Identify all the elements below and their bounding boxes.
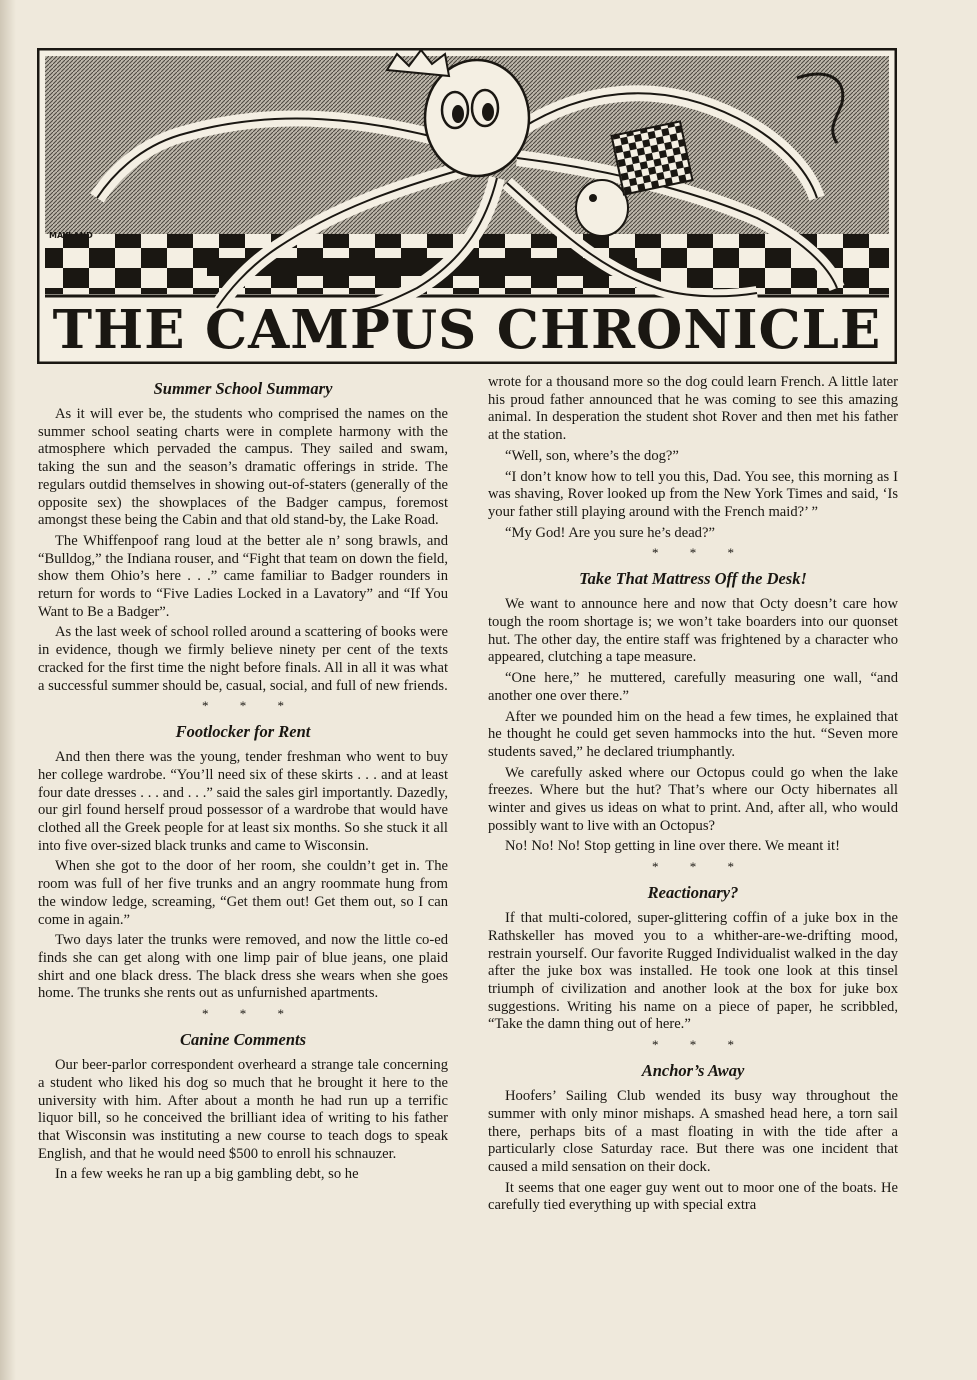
- article-paragraph: “My God! Are you sure he’s dead?”: [505, 524, 715, 541]
- article-paragraph: And then there was the young, tender freshman who went to buy her college wardrobe. “You’ll need six of these skirts . . . and at least four date dresses . . . and . . .” said the sales girl importantly. Dazedly, our girl found herself proud possessor of a wardrobe that would have clothed all the Greek people for at least six months. So she stuck it all into five over-sized black trunks and came to Wisconsin.: [38, 749, 448, 854]
- left-column: [38, 376, 448, 1187]
- article-paragraph: If that multi-colored, super-glittering coffin of a juke box in the Rathskeller has moved you to a whither-are-we-drifting mood, restrain yourself. Our favorite Rugged Individualist walked in the day after the juke box was installed. He took one look at this tinsel triumph of civilization and another look at the box for juke box suggestions. Writing his name on a piece of paper, he scribbled, “Take the damn thing out of here.”: [488, 910, 898, 1033]
- article-heading: Footlocker for Rent: [175, 722, 311, 742]
- article-heading: Take That Mattress Off the Desk!: [579, 569, 807, 589]
- article-heading: Reactionary?: [647, 883, 739, 903]
- article-heading: Anchor’s Away: [641, 1061, 745, 1081]
- article-paragraph: When she got to the door of her room, she couldn’t get in. The room was full of her five trunks and an angry roommate hung from the window ledge, screaming, “Get them out! Get them out, so I can come in again.”: [38, 858, 448, 928]
- section-separator: * * *: [202, 698, 298, 714]
- article-paragraph: In a few weeks he ran up a big gambling debt, so he: [55, 1166, 359, 1183]
- article-paragraph: “Well, son, where’s the dog?”: [505, 447, 679, 464]
- article-paragraph: We want to announce here and now that Octy doesn’t care how tough the room shortage is; we won’t take boarders into our quonset hut. The other day, the entire staff was frightened by a character who appeared, clutching a tape measure.: [488, 596, 898, 666]
- article-canine-comments-continued: [488, 374, 898, 542]
- masthead-title: THE CAMPUS CHRONICLE: [52, 299, 882, 361]
- article-summer-school-summary: [38, 379, 448, 695]
- article-paragraph: Two days later the trunks were removed, and now the little co-ed finds she can get along with one limp pair of blue jeans, one plaid shirt and one black dress. The black dress she wears when she goes home. The trunks she rents out as unfurnished apartments.: [38, 932, 448, 1002]
- article-anchors-away: [488, 1061, 898, 1215]
- article-footlocker-for-rent: [38, 722, 448, 1003]
- article-canine-comments: [38, 1030, 448, 1184]
- masthead-banner: [37, 48, 897, 364]
- article-paragraph: We carefully asked where our Octopus could go when the lake freezes. Where but the hut? That’s where our Octy hibernates all winter and gives us ideas on what to print. And, after all, who would possibly want to live with an Octopus?: [488, 764, 898, 834]
- section-separator: * * *: [652, 1037, 748, 1053]
- section-separator: * * *: [652, 859, 748, 875]
- article-heading: Summer School Summary: [153, 379, 333, 398]
- article-paragraph: Hoofers’ Sailing Club wended its busy way throughout the summer with only minor mishaps. A smashed head here, a torn sail there, perhaps bits of a mast floating in with the tide after a particularly close Saturday race. But there was one incident that caused a mild sensation on their dock.: [488, 1088, 898, 1175]
- article-paragraph: No! No! No! Stop getting in line over there. We meant it!: [505, 838, 840, 855]
- article-reactionary: [488, 883, 898, 1034]
- article-paragraph: It seems that one eager guy went out to moor one of the boats. He carefully tied everything up with special extra: [488, 1179, 898, 1214]
- artist-signature: MAYLAND: [49, 231, 93, 240]
- section-separator: * * *: [202, 1006, 298, 1022]
- right-column: [488, 374, 898, 1218]
- article-paragraph: As the last week of school rolled around a scattering of books were in evidence, though we firmly believe ninety per cent of the texts cracked for the first time the night before finals. All in all it was what a successful summer should be, casual, social, and full of new friends.: [38, 624, 448, 694]
- article-paragraph: “One here,” he muttered, carefully measuring one wall, “and another one over there.”: [488, 670, 898, 704]
- article-paragraph: Our beer-parlor correspondent overheard a strange tale concerning a student who liked his dog so much that he brought it here to the university with him. After about a month he had run up a terrific liquor bill, so he conceived the brilliant idea of writing to his father that Wisconsin was instituting a new course to teach dogs to speak English, and that he would need $500 to enroll his schnauzer.: [38, 1057, 448, 1162]
- article-paragraph: As it will ever be, the students who comprised the names on the summer school seating charts were in complete harmony with the atmosphere which pervaded the campus. They sailed and swam, taking the sun and the season’s dramatic offerings in stride. The regulars outdid themselves in showing out-of-staters (generally of the opposite sex) the showplaces of the Badger campus, foremost amongst these being the Cabin and that old stand-by, the Lake Road.: [38, 406, 448, 529]
- article-paragraph: The Whiffenpoof rang loud at the better ale n’ song brawls, and “Bulldog,” the Indiana rouser, and “Fight that team on down the field, show them Ohio’s here . . .” came familiar to Badger rounders in return for words to “Five Ladies Locked in a Lavatory” and “If You Want to Be a Badger”.: [38, 532, 448, 620]
- page-edge-shadow: [0, 0, 16, 1380]
- article-paragraph: wrote for a thousand more so the dog could learn French. A little later his proud father announced that he was coming to see this amazing animal. In desperation the student shot Rover and then met his father at the station.: [488, 374, 898, 444]
- article-paragraph: After we pounded him on the head a few times, he explained that he thought he could get seven hammocks into the hut. “Seven more students saved,” he declared triumphantly.: [488, 708, 898, 760]
- article-heading: Canine Comments: [179, 1030, 307, 1050]
- section-separator: * * *: [652, 545, 748, 561]
- octopus-with-crown-icon: [37, 48, 897, 364]
- article-paragraph: “I don’t know how to tell you this, Dad. You see, this morning as I was shaving, Rover looked up from the New York Times and said, ‘Is your father still playing around with the French maid?’ ”: [488, 468, 898, 520]
- article-take-that-mattress: [488, 569, 898, 856]
